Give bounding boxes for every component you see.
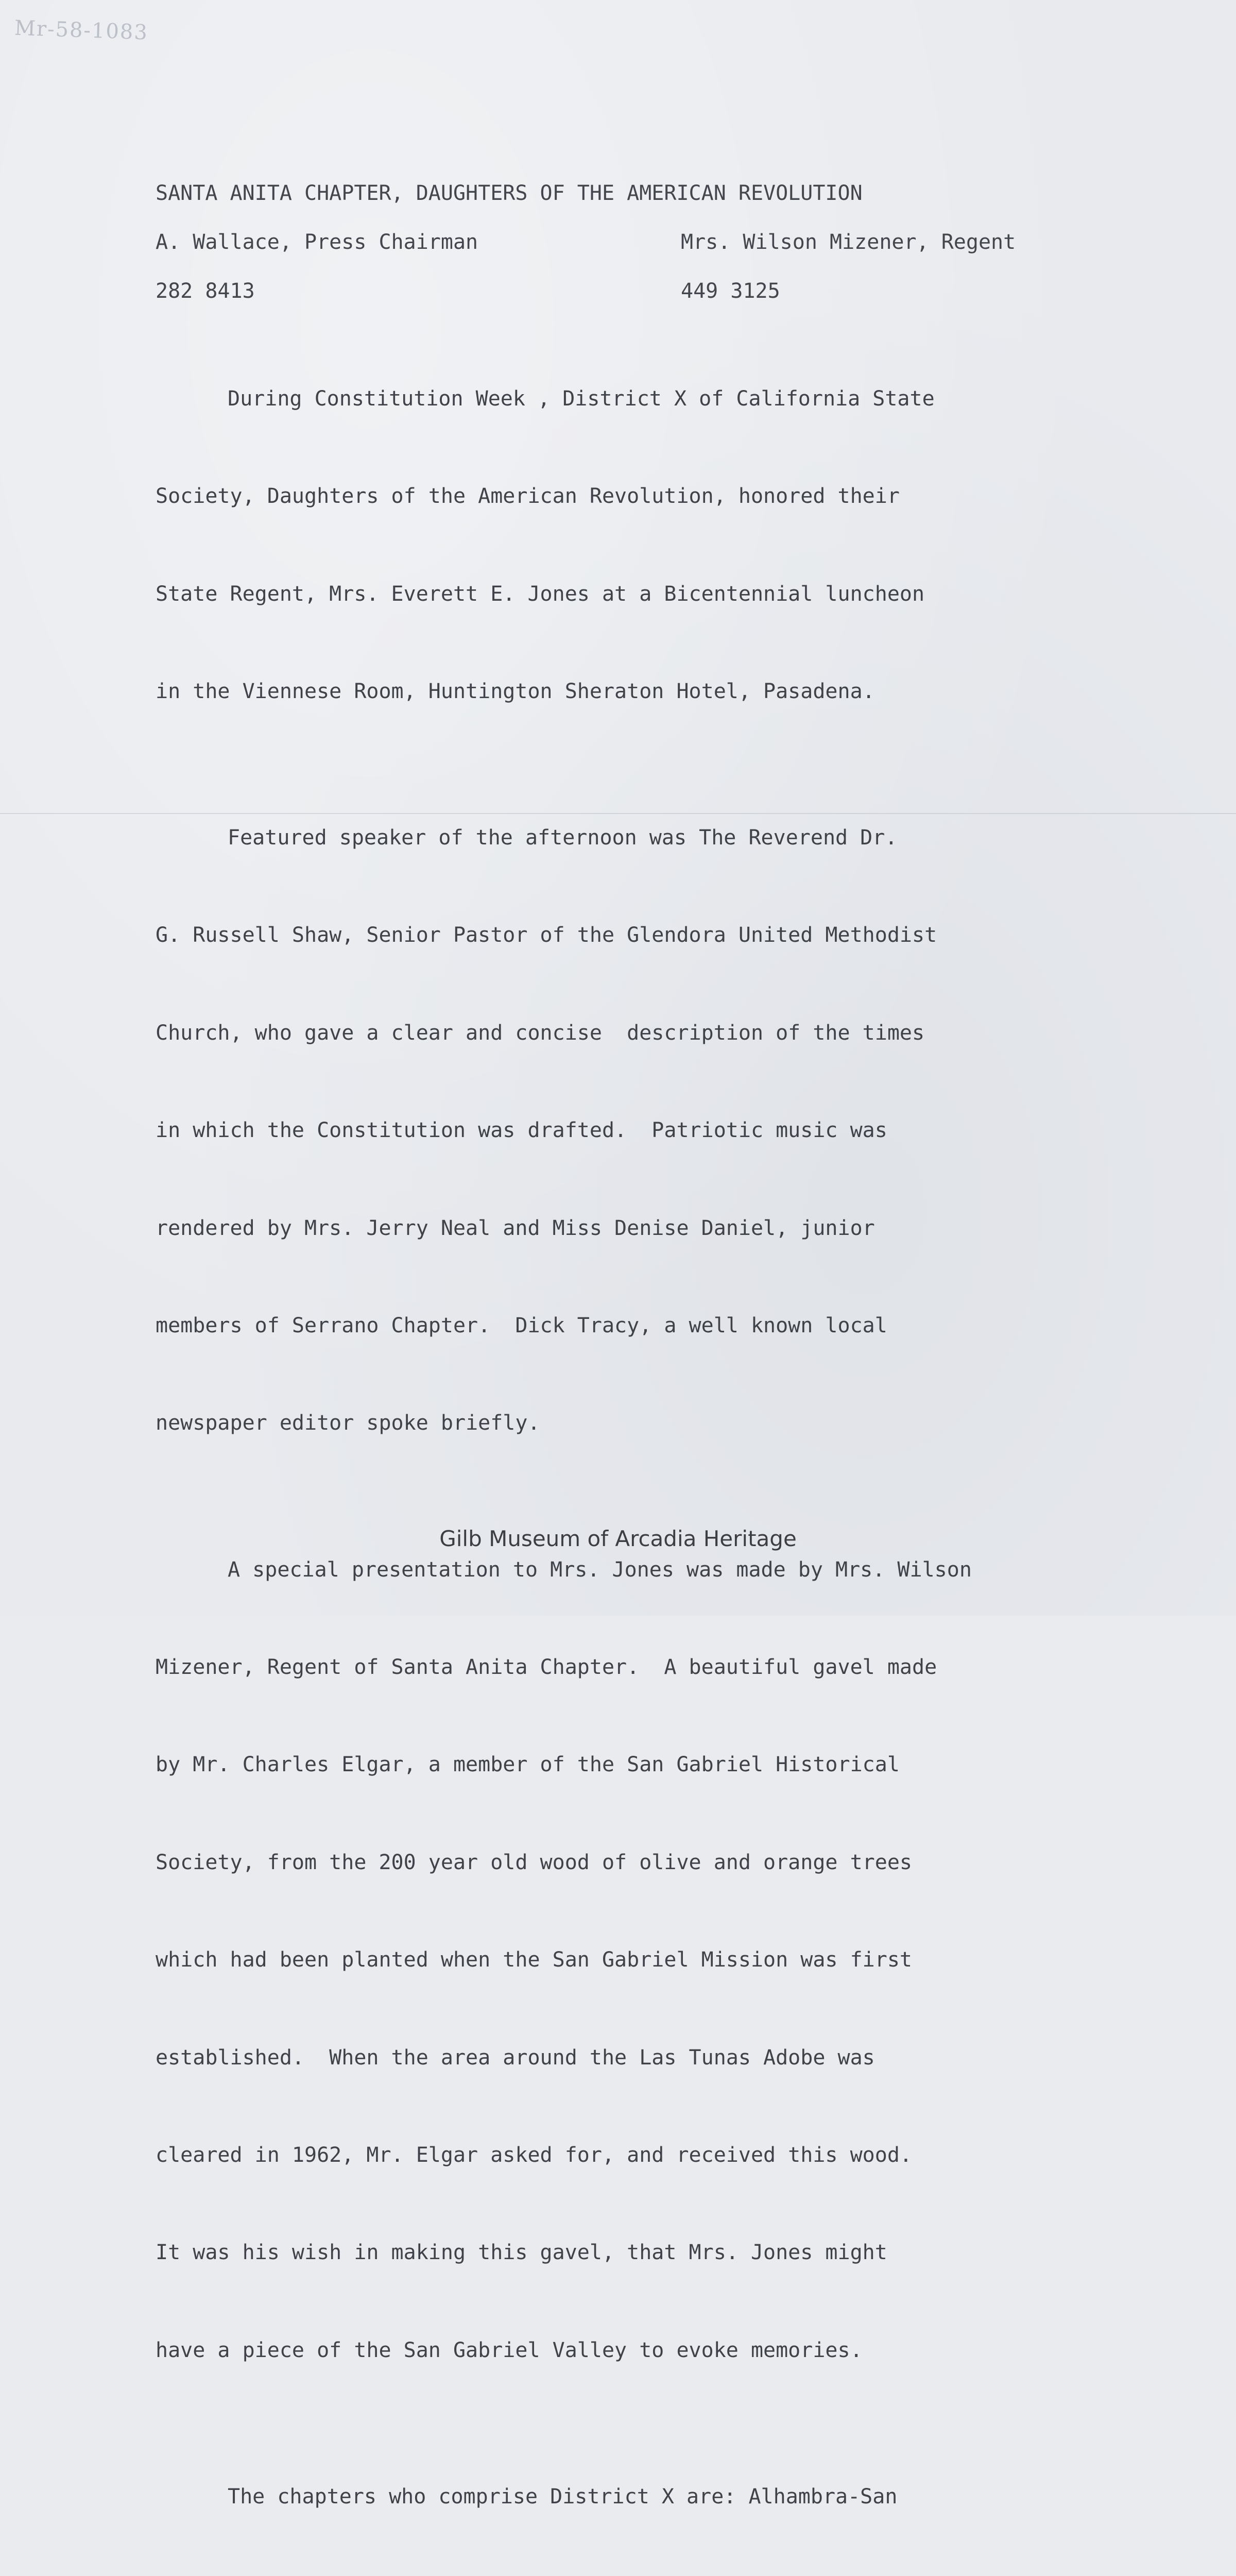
corner-handwritten-note: Mr-58-1083 <box>14 16 149 45</box>
paragraph-line: It was his wish in making this gavel, that Mrs. Jones might <box>156 2241 887 2265</box>
regent-phone: 449 3125 <box>681 279 780 303</box>
museum-watermark-footer: Gilb Museum of Arcadia Heritage <box>439 1526 797 1551</box>
paragraph-line: A special presentation to Mrs. Jones was made by Mrs. Wilson <box>228 1557 972 1582</box>
press-chairman-phone: 282 8413 <box>156 279 255 303</box>
paragraph-line: in which the Constitution was drafted. Patriotic music was <box>156 1118 887 1143</box>
paragraph-line <box>156 2570 1134 2576</box>
paragraph-line: newspaper editor spoke briefly. <box>156 1411 540 1435</box>
paragraph-line: Church, who gave a clear and concise description of the times <box>156 1021 925 1045</box>
paragraph-1 <box>156 326 1134 765</box>
paragraph-4 <box>156 2424 1134 2576</box>
document-heading: SANTA ANITA CHAPTER, DAUGHTERS OF THE AMERICAN REVOLUTION <box>156 181 863 205</box>
paragraph-line: The chapters who comprise District X are: Alhambra-San <box>228 2484 898 2509</box>
paragraph-2 <box>156 765 1134 1497</box>
paragraph-3 <box>156 1497 1134 2424</box>
paragraph-line: During Constitution Week , District X of California State <box>228 386 935 411</box>
paragraph-line: rendered by Mrs. Jerry Neal and Miss Denise Daniel, junior <box>156 1216 875 1240</box>
paragraph-line: have a piece of the San Gabriel Valley to evoke memories. <box>156 2338 863 2362</box>
paragraph-line: Society, from the 200 year old wood of olive and orange trees <box>156 1850 913 1874</box>
paragraph-line: Featured speaker of the afternoon was The Reverend Dr. <box>228 826 898 850</box>
paragraph-line: State Regent, Mrs. Everett E. Jones at a Bicentennial luncheon <box>156 582 925 606</box>
paragraph-line: Mizener, Regent of Santa Anita Chapter. A beautiful gavel made <box>156 1655 937 1679</box>
article-body <box>156 326 1134 2576</box>
paragraph-line: in the Viennese Room, Huntington Sheraton Hotel, Pasadena. <box>156 679 875 703</box>
press-chairman-name: A. Wallace, Press Chairman <box>156 230 478 254</box>
paragraph-line: which had been planted when the San Gabriel Mission was first <box>156 1948 913 1972</box>
paragraph-line: by Mr. Charles Elgar, a member of the San Gabriel Historical <box>156 1753 900 1777</box>
paragraph-line: G. Russell Shaw, Senior Pastor of the Glendora United Methodist <box>156 923 937 947</box>
regent-name: Mrs. Wilson Mizener, Regent <box>681 230 1016 254</box>
paragraph-line: members of Serrano Chapter. Dick Tracy, a well known local <box>156 1314 887 1338</box>
paragraph-line: cleared in 1962, Mr. Elgar asked for, and received this wood. <box>156 2143 913 2167</box>
paragraph-line: Society, Daughters of the American Revolution, honored their <box>156 484 900 509</box>
paragraph-line: established. When the area around the Las Tunas Adobe was <box>156 2045 875 2070</box>
